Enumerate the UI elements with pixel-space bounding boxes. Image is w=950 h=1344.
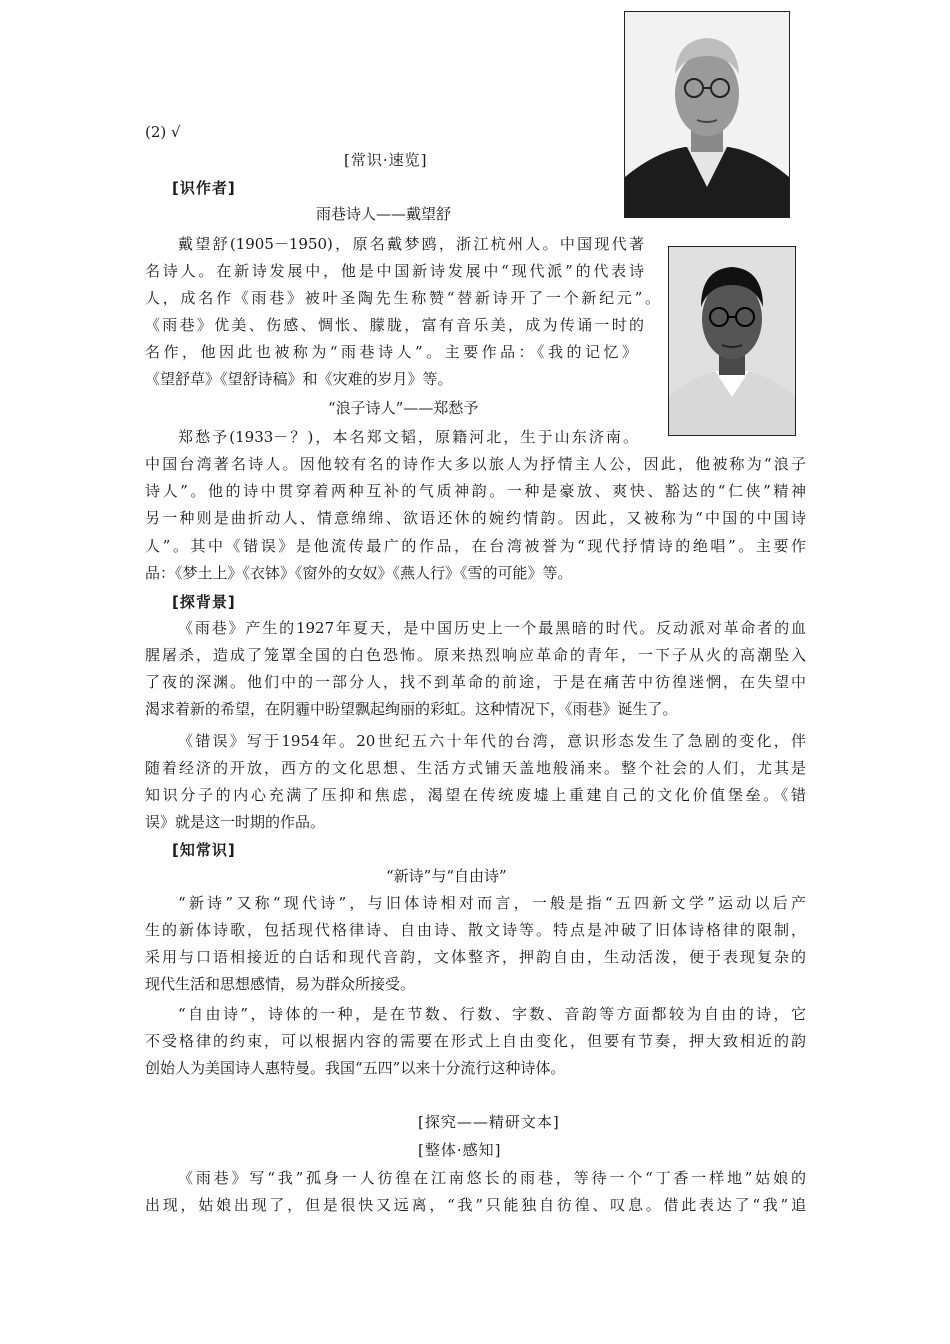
background-line: 随着经济的开放，西方的文化思想、生活方式铺天盖地般涌来。整个社会的人们，尤其是 bbox=[145, 759, 806, 777]
zheng-subtitle: “浪子诗人”——郑愁予 bbox=[328, 399, 479, 417]
knowledge-line: 生的新体诗歌，包括现代格律诗、自由诗、散文诗等。特点是冲破了旧体诗格律的限制， bbox=[145, 921, 806, 939]
background-line: 误》就是这一时期的作品。 bbox=[145, 813, 326, 831]
zheng-line: 郑愁予(1933－？)，本名郑文韬，原籍河北，生于山东济南。 bbox=[178, 428, 638, 446]
dai-line: 名诗人。在新诗发展中，他是中国新诗发展中“现代派”的代表诗 bbox=[145, 262, 644, 280]
knowledge-line: 采用与口语相接近的白话和现代音韵，文体整齐，押韵自由，生动活泼，便于表现复杂的 bbox=[145, 948, 806, 966]
background-line: 了夜的深渊。他们中的一部分人，找不到革命的前途，于是在痛苦中彷徨迷惘，在失望中 bbox=[145, 673, 806, 691]
answer-mark: (2) √ bbox=[145, 123, 181, 141]
knowledge-line: 不受格律的约束，可以根据内容的需要在形式上自由变化，但要有节奏，押大致相近的韵 bbox=[145, 1032, 806, 1050]
zheng-line: 另一种则是曲折动人、情意绵绵、欲语还休的婉约情韵。因此，又被称为“中国的中国诗 bbox=[145, 509, 806, 527]
zheng-line: 品：《梦土上》《衣钵》《窗外的女奴》《燕人行》《雪的可能》等。 bbox=[145, 564, 573, 582]
dai-line: 戴望舒(1905－1950)，原名戴梦鸥，浙江杭州人。中国现代著 bbox=[178, 235, 644, 253]
overall-line: 《雨巷》写“我”孤身一人彷徨在江南悠长的雨巷，等待一个“丁香一样地”姑娘的 bbox=[178, 1169, 806, 1187]
heading-author: [识作者] bbox=[172, 179, 236, 197]
knowledge-line: “自由诗”，诗体的一种，是在节数、行数、字数、音韵等方面都较为自由的诗，它 bbox=[178, 1005, 806, 1023]
knowledge-line: “新诗”又称“现代诗”，与旧体诗相对而言，一般是指“五四新文学”运动以后产 bbox=[178, 894, 806, 912]
portrait-zheng-chouyu bbox=[624, 11, 790, 218]
knowledge-line: 现代生活和思想感情，易为群众所接受。 bbox=[145, 975, 416, 993]
background-line: 《雨巷》产生的1927年夏天，是中国历史上一个最黑暗的时代。反动派对革命者的血 bbox=[178, 619, 806, 637]
section-common: [常识·速览] bbox=[344, 151, 428, 169]
dai-subtitle: 雨巷诗人——戴望舒 bbox=[316, 205, 452, 223]
section-overall: [整体·感知] bbox=[418, 1141, 502, 1159]
background-line: 腥屠杀，造成了笼罩全国的白色恐怖。原来热烈响应革命的青年，一下子从火的高潮坠入 bbox=[145, 646, 806, 664]
heading-background: [探背景] bbox=[172, 593, 236, 611]
overall-line: 出现，姑娘出现了，但是很快又远离，“我”只能独自彷徨、叹息。借此表达了“我”追 bbox=[145, 1196, 806, 1214]
dai-line: 名作，他因此也被称为“雨巷诗人”。主要作品：《我的记忆》 bbox=[145, 343, 637, 361]
background-line: 渴求着新的希望，在阴霾中盼望飘起绚丽的彩虹。这种情况下，《雨巷》诞生了。 bbox=[145, 700, 678, 718]
dai-line: 《雨巷》优美、伤感、惆怅、朦胧，富有音乐美，成为传诵一时的 bbox=[145, 316, 644, 334]
dai-line: 《望舒草》《望舒诗稿》和《灾难的岁月》等。 bbox=[145, 370, 453, 388]
knowledge-line: 创始人为美国诗人惠特曼。我国“五四”以来十分流行这种诗体。 bbox=[145, 1059, 566, 1077]
zheng-line: 中国台湾著名诗人。因他较有名的诗作大多以旅人为抒情主人公，因此，他被称为“浪子 bbox=[145, 455, 806, 473]
section-explore: [探究——精研文本] bbox=[418, 1113, 560, 1131]
zheng-line: 人”。其中《错误》是他流传最广的作品，在台湾被誉为“现代抒情诗的绝唱”。主要作 bbox=[145, 537, 806, 555]
zheng-line: 诗人”。他的诗中贯穿着两种互补的气质神韵。一种是豪放、爽快、豁达的“仁侠”精神 bbox=[145, 482, 806, 500]
knowledge-subtitle: “新诗”与“自由诗” bbox=[386, 867, 507, 885]
dai-line: 人，成名作《雨巷》被叶圣陶先生称赞“替新诗开了一个新纪元”。 bbox=[145, 289, 660, 307]
background-line: 知识分子的内心充满了压抑和焦虑，渴望在传统废墟上重建自己的文化价值堡垒。《错 bbox=[145, 786, 806, 804]
background-line: 《错误》写于1954年。20世纪五六十年代的台湾，意识形态发生了急剧的变化，伴 bbox=[178, 732, 806, 750]
portrait-dai-wangshu bbox=[668, 246, 796, 436]
heading-knowledge: [知常识] bbox=[172, 841, 236, 859]
